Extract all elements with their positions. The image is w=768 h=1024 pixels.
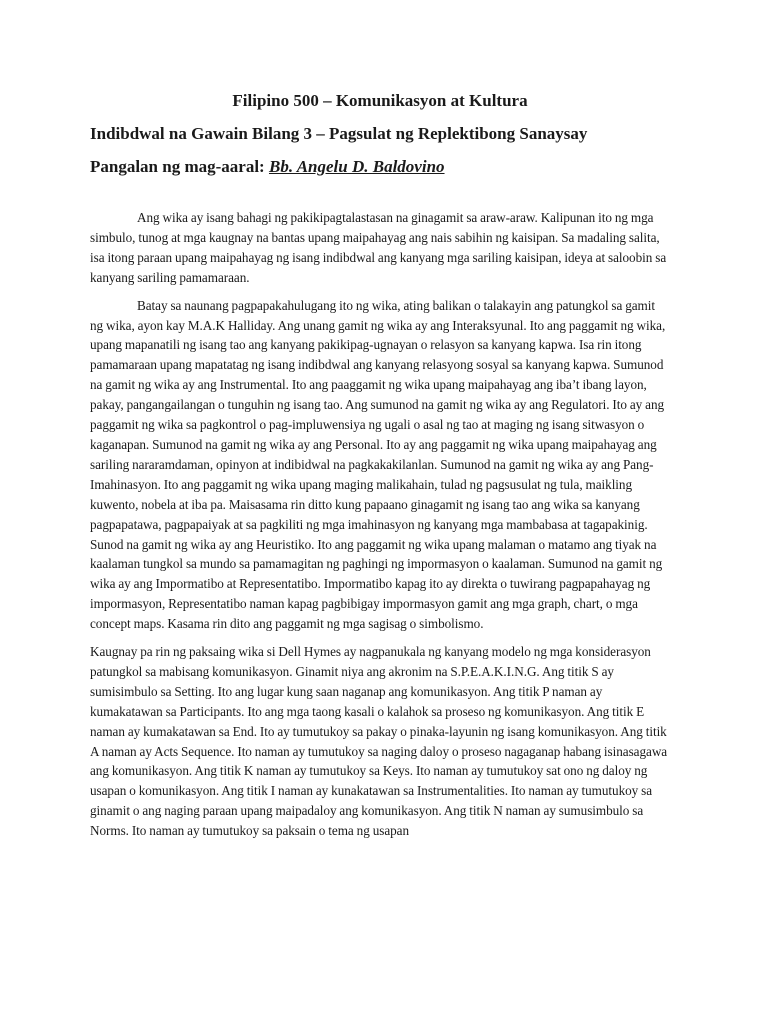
paragraph-2: Batay sa naunang pagpapakahulugang ito ng wika, ating balikan o talakayin ang patungkol sa gamit ng wika, ayon kay M.A.K Halliday. Ang unang gamit ng wika ay ang Interaksyunal. Ito ang paggamit ng wika, upang mapanatili ng isang tao ang kanyang pakikipag-ugnayan o relasyon sa kanyang kapwa. Isa rin itong pamamaraan upang mapatatag ng isang indibdwal ang kanyang relasyong sosyal sa kanyang kapwa. Sumunod na gamit ng wika ay ang Instrumental. Ito ang paaggamit ng wika upang maipahayag ang iba’t ibang layon, pakay, pangangailangan o tunguhin ng isang tao. Ang sumunod na gamit ng wika ay ang Regulatori. Ito ay ang paggamit ng wika sa pagkontrol o pag-impluwensiya ng ugali o asal ng tao at maging ng isang sitwasyon o kaganapan. Sumunod na gamit ng wika ay ang Personal. Ito ay ang paggamit ng wika upang maipahayag ang sariling nararamdaman, opinyon at indibidwal na pagkakakilanlan. Sumunod na gamit ng wika ay ang Pang-Imahinasyon. Ito ang paggamit ng wika upang maging malikahain, tulad ng pagsusulat ng tula, maikling kuwento, nobela at iba pa. Maisasama rin ditto kung papaano ginagamit ng isang tao ang wika sa kanyang pagpapatawa, pagpapaiyak at sa pagkiliti ng mga imahinasyon ng kanyang mga mambabasa at tagapakinig. Sunod na gamit ng wika ay ang Heuristiko. Ito ang paggamit ng wika upang malaman o matamo ang tiyak na kaalaman tungkol sa mundo sa pamamagitan ng paghingi ng impormasyon o kaalaman. Sumunod na gamit ng wika ay ang Impormatibo at Representatibo. Impormatibo kapag ito ay direkta o tuwirang pagpapahayag ng impormasyon, Representatibo naman kapag pagbibigay impormasyon gamit ang mga graph, chart, o mga concept maps. Kasama rin dito ang paggamit ng mga sagisag o simbolismo. xyxy=(90,297,666,632)
document-title: Filipino 500 – Komunikasyon at Kultura xyxy=(232,91,528,110)
student-line xyxy=(90,156,670,178)
student-name: Bb. Angelu D. Baldovino xyxy=(268,157,445,176)
paragraph-3: Kaugnay pa rin ng paksaing wika si Dell Hymes ay nagpanukala ng kanyang modelo ng mga konsiderasyon patungkol sa mabisang komunikasyon. Ginamit niya ang akronim na S.P.E.A.K.I.N.G. Ang titik S ay sumisimbulo sa Setting. Ito ang lugar kung saan naganap ang komunikasyon. Ang titik P naman ay kumakatawan sa Participants. Ito ang mga taong kasali o kalahok sa proseso ng komunikasyon. Ang titik E naman ay kumakatawan sa End. Ito ay tumutukoy sa pakay o pinaka-layunin ng isang komunikasyon. Ang titik A naman ay Acts Sequence. Ito naman ay tumutukoy sa naging daloy o proseso nagaganap habang isinasagawa ang komunikasyon. Ang titik K naman ay tumutukoy sa Keys. Ito naman ay tumutukoy sat ono ng daloy ng usapan o komunikasyon. Ang titik I naman ay kunakatawan sa Instrumentalities. Ito naman ay tumutukoy sa ginamit o ang naging paraan upang maipadaloy ang komunikasyon. Ang titik N naman ay sumusimbulo sa Norms. Ito naman ay tumutukoy sa paksain o tema ng usapan xyxy=(90,644,668,839)
student-label: Pangalan ng mag-aaral: xyxy=(90,157,265,176)
assignment-subtitle: Indibdwal na Gawain Bilang 3 – Pagsulat ng Replektibong Sanaysay xyxy=(90,124,588,143)
document-page xyxy=(90,90,670,849)
paragraph-1: Ang wika ay isang bahagi ng pakikipagtalastasan na ginagamit sa araw-araw. Kalipunan ito ng mga simbulo, tunog at mga kaugnay na bantas upang maipahayag ang nais sabihin ng kaisipan. Sa madaling salita, isa itong paraan upang maipahayag ng isang indibdwal ang kanyang mga sariling kaisipan, ideya at saloobin sa kanyang sariling pamamaraan. xyxy=(90,210,667,285)
